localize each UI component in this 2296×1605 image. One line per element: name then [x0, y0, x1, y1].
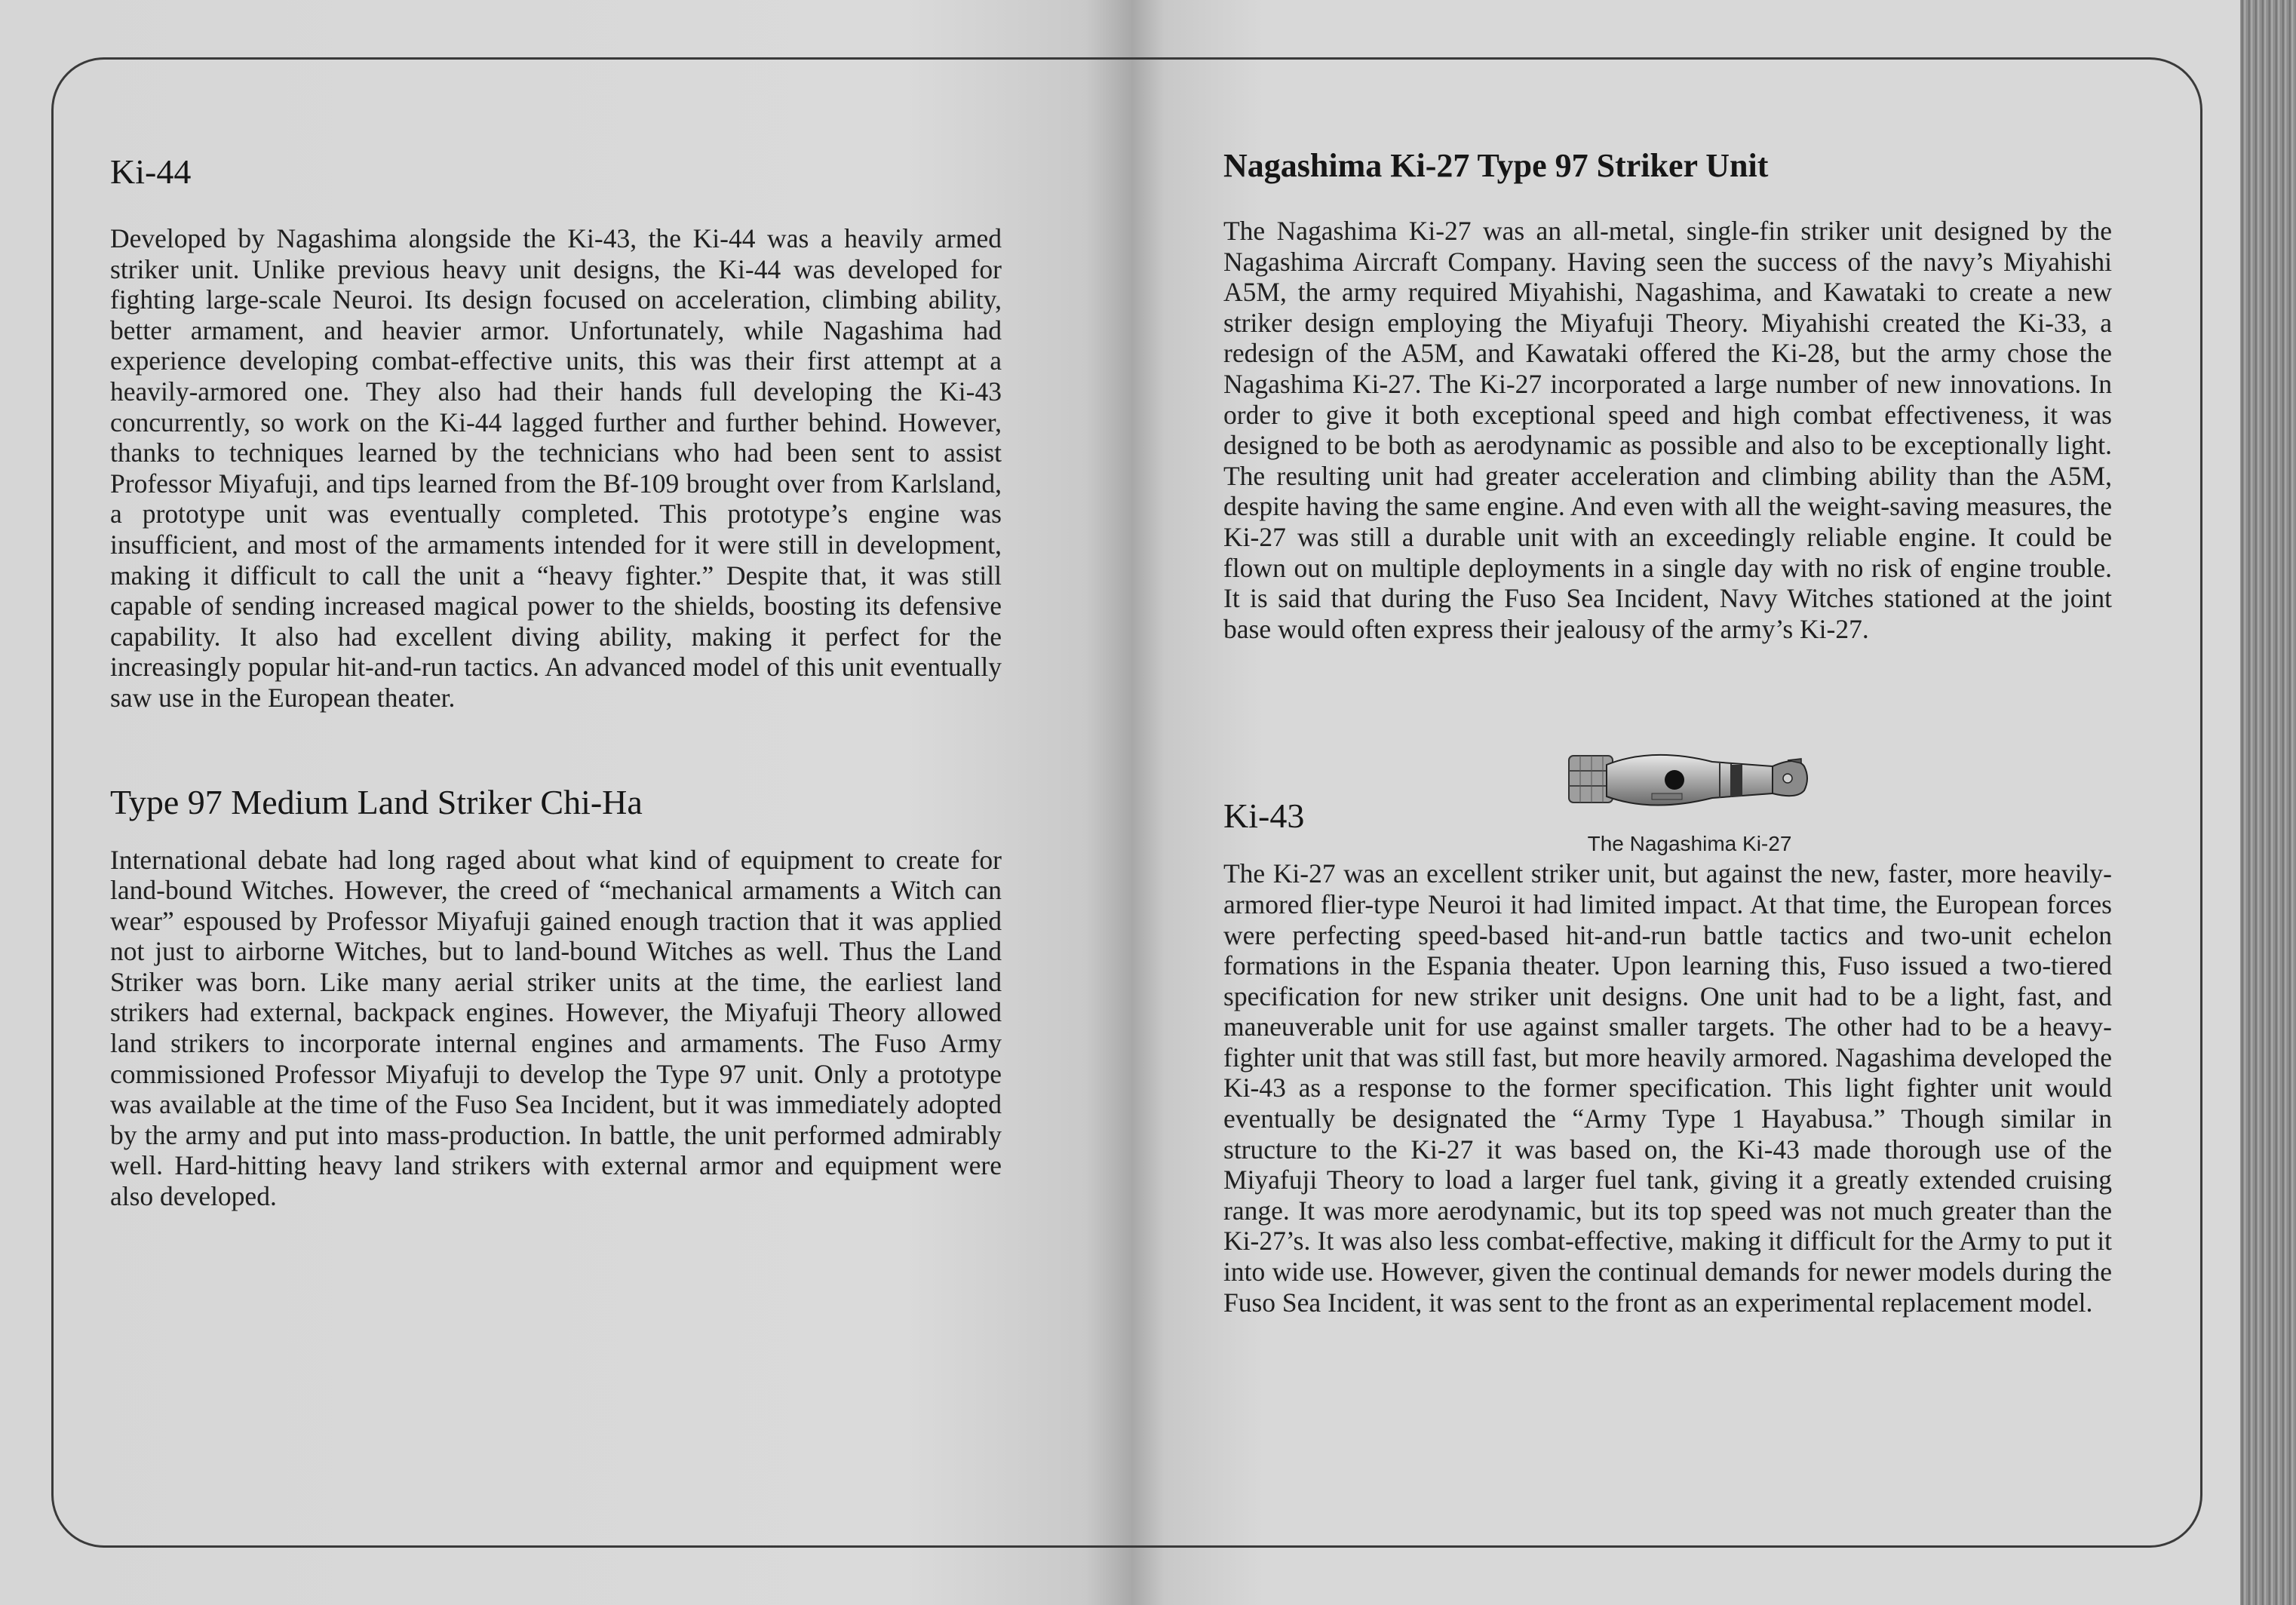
section-body-ki-44: Developed by Nagashima alongside the Ki-43, the Ki-44 was a heavily armed striker unit. Unlike previous heavy unit designs, the Ki-44 was developed for fighting large-scale Neuroi. Its design focused on acceleration, climbing ability, better armament, and heavier armor. Unfortunately, while Nagashima had experience developing combat-effective units, this was their first attempt at a heavily-armored one. They also had their hands full developing the Ki-43 concurrently, so work on the Ki-44 lagged further and further behind. However, thanks to techniques learned by the technicians who had been sent to assist Professor Miyafuji, and tips learned from the Bf-109 brought over from Karlsland, a prototype unit was eventually completed. This prototype’s engine was insufficient, and most of the armaments intended for it were still in development, making it difficult to call the unit a “heavy fighter.” Despite that, it was still capable of sending increased magical power to the shields, boosting its defensive capability. It also had excellent diving ability, making it perfect for the increasingly popular hit-and-run tactics. An advanced model of this unit eventually saw use in the European theater.	[110, 223, 1002, 713]
section-heading-ki-44: Ki-44	[110, 152, 192, 191]
right-column	[1223, 145, 2112, 1318]
section-body-ki-43: The Ki-27 was an excellent striker unit, but against the new, faster, more heavily-armored flier-type Neuroi it had limited impact. At that time, the European forces were perfecting speed-based hit-and-run battle tactics and two-unit echelon formations in the Espania theater. Upon learning this, Fuso issued a two-tiered specification for new striker unit designs. One unit had to be a light, fast, and maneuverable unit for use against smaller targets. The other had to be a heavy-fighter unit that was still fast, but more heavily armored. Nagashima developed the Ki-43 as a response to the former specification. This light fighter unit would eventually be designated the “Army Type 1 Hayabusa.” Though similar in structure to the Ki-27 it was based on, the Ki-43 made thorough use of the Miyafuji Theory to load a larger fuel tank, giving it a greatly extended cruising range. It was more aerodynamic, but its top speed was not much greater than the Ki-27’s. It was also less combat-effective, making it difficult for the Army to put it into wide use. However, given the continual demands for newer models during the Fuso Sea Incident, it was sent to the front as an experimental replacement model.	[1223, 858, 2112, 1318]
striker-unit-illustration-icon	[1561, 741, 1818, 824]
section-heading-chi-ha: Type 97 Medium Land Striker Chi-Ha	[110, 782, 643, 821]
section-body-chi-ha: International debate had long raged about what kind of equipment to create for land-bound Witches. However, the creed of “mechanical armaments a Witch can wear” espoused by Professor Miyafuji gained enough traction that it was applied not just to airborne Witches, but to land-bound Witches as well. Thus the Land Striker was born. Like many aerial striker units at the time, the earliest land strikers had external, backpack engines. However, the Miyafuji Theory allowed land strikers to incorporate internal engines and armaments. The Fuso Army commissioned Professor Miyafuji to develop the Type 97 unit. Only a prototype was available at the time of the Fuso Sea Incident, but it was immediately adopted by the army and put into mass-production. In battle, the unit performed admirably well. Hard-hitting heavy land strikers with external armor and equipment were also developed.	[110, 844, 1002, 1212]
page-stack-edge	[2240, 0, 2296, 1605]
section-body-ki-27: The Nagashima Ki-27 was an all-metal, single-fin striker unit designed by the Nagashima Aircraft Company. Having seen the success of the navy’s Miyahishi A5M, the army required Miyahishi, Nagashima, and Kawataki to create a new striker design employing the Miyafuji Theory. Miyahishi created the Ki-33, a redesign of the A5M, and Kawataki offered the Ki-28, but the army chose the Nagashima Ki-27. The Ki-27 incorporated a large number of new innovations. In order to give it both exceptional speed and high combat effectiveness, it was designed to be both as aerodynamic as possible and also to be exceptionally light. The resulting unit had greater acceleration and climbing ability than the A5M, despite having the same engine. And even with all the weight-saving measures, the Ki-27 was still a durable unit with an exceedingly reliable engine. It could be flown out on multiple deployments in a single day with no risk of engine trouble. It is said that during the Fuso Sea Incident, Navy Witches stationed at the joint base would often express their jealousy of the army’s Ki-27.	[1223, 216, 2112, 644]
ki-27-figure	[1561, 741, 1818, 856]
left-column	[110, 151, 1002, 1212]
section-heading-ki-27: Nagashima Ki-27 Type 97 Striker Unit	[1223, 147, 1769, 184]
section-heading-ki-43: Ki-43	[1223, 796, 1305, 836]
figure-caption: The Nagashima Ki-27	[1587, 832, 1792, 855]
